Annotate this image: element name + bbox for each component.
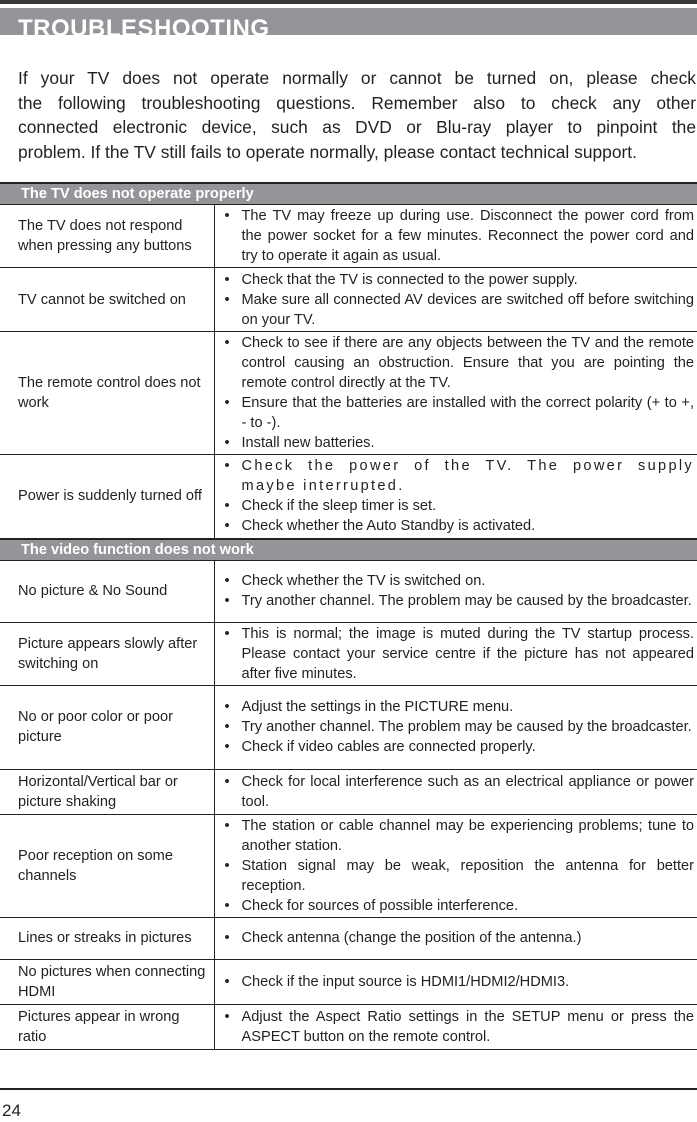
solution-cell bbox=[214, 769, 697, 814]
solution-cell bbox=[214, 814, 697, 917]
table-row bbox=[0, 560, 697, 622]
problem-cell: Lines or streaks in pictures bbox=[0, 917, 214, 959]
table-row bbox=[0, 205, 697, 268]
solution-cell bbox=[214, 455, 697, 539]
page-number: 24 bbox=[2, 1101, 21, 1120]
table-row bbox=[0, 917, 697, 959]
solution-item: • Check if video cables are connected properly. bbox=[215, 737, 695, 757]
problem-cell: Horizontal/Vertical bar or picture shaking bbox=[0, 769, 214, 814]
problem-cell: TV cannot be switched on bbox=[0, 268, 214, 332]
table-row bbox=[0, 622, 697, 685]
title-band bbox=[0, 8, 697, 35]
page-title: TROUBLESHOOTING bbox=[18, 15, 270, 35]
solution-item: • Adjust the Aspect Ratio settings in the SETUP menu or press the ASPECT button on the remote control. bbox=[215, 1007, 695, 1047]
solution-item: • Try another channel. The problem may be caused by the broadcaster. bbox=[215, 591, 695, 611]
problem-cell: No pictures when connecting HDMI bbox=[0, 959, 214, 1004]
section-header-row bbox=[0, 183, 697, 205]
table-row bbox=[0, 769, 697, 814]
solution-item: • The station or cable channel may be experiencing problems; tune to another station. bbox=[215, 816, 695, 856]
table-row bbox=[0, 814, 697, 917]
solution-cell bbox=[214, 959, 697, 1004]
intro-paragraph bbox=[18, 66, 696, 164]
solution-cell bbox=[214, 332, 697, 455]
problem-cell: No picture & No Sound bbox=[0, 560, 214, 622]
solution-cell bbox=[214, 560, 697, 622]
intro-line: If your TV does not operate normally or cannot be turned on, please check bbox=[18, 68, 696, 88]
solution-item: • This is normal; the image is muted during the TV startup process. Please contact your service centre if the picture has not appeared after five minutes. bbox=[215, 624, 695, 684]
problem-cell: Pictures appear in wrong ratio bbox=[0, 1004, 214, 1049]
problem-cell: No or poor color or poor picture bbox=[0, 685, 214, 769]
table-row bbox=[0, 959, 697, 1004]
section-header-row bbox=[0, 539, 697, 561]
solution-item: • Make sure all connected AV devices are switched off before switching on your TV. bbox=[215, 290, 695, 330]
solution-item: • Install new batteries. bbox=[215, 433, 695, 453]
solution-item: • Station signal may be weak, reposition the antenna for better reception. bbox=[215, 856, 695, 896]
solution-item: • Check if the sleep timer is set. bbox=[215, 496, 695, 516]
problem-cell: Power is suddenly turned off bbox=[0, 455, 214, 539]
solution-item: • Try another channel. The problem may be caused by the broadcaster. bbox=[215, 717, 695, 737]
intro-line: the following troubleshooting questions. Remember also to check any other bbox=[18, 92, 696, 113]
problem-cell: Picture appears slowly after switching on bbox=[0, 622, 214, 685]
problem-cell: The TV does not respond when pressing any buttons bbox=[0, 205, 214, 268]
solution-item: • Check for local interference such as an electrical appliance or power tool. bbox=[215, 772, 695, 812]
solution-item: • Check whether the TV is switched on. bbox=[215, 571, 695, 591]
table-row bbox=[0, 455, 697, 539]
table-row bbox=[0, 332, 697, 455]
solution-cell bbox=[214, 917, 697, 959]
problem-cell: Poor reception on some channels bbox=[0, 814, 214, 917]
solution-cell bbox=[214, 622, 697, 685]
solution-item: • Check to see if there are any objects between the TV and the remote control causing an obstruction. Ensure that you are pointing the remote control directly at the TV. bbox=[215, 333, 695, 393]
solution-cell bbox=[214, 1004, 697, 1049]
solution-item: • Check antenna (change the position of the antenna.) bbox=[215, 928, 695, 948]
table-row bbox=[0, 268, 697, 332]
section-heading: The TV does not operate properly bbox=[0, 183, 697, 205]
solution-item: • The TV may freeze up during use. Disconnect the power cord from the power socket for a few minutes. Reconnect the power cord and try to operate it again as usual. bbox=[215, 206, 695, 266]
intro-line: problem. If the TV still fails to operate normally, please contact technical support. bbox=[18, 141, 637, 162]
troubleshooting-table bbox=[0, 182, 697, 1050]
top-rule bbox=[0, 0, 697, 4]
solution-cell bbox=[214, 268, 697, 332]
table-row bbox=[0, 685, 697, 769]
solution-item: • Check that the TV is connected to the power supply. bbox=[215, 270, 695, 290]
solution-cell bbox=[214, 205, 697, 268]
solution-item: • Check if the input source is HDMI1/HDMI2/HDMI3. bbox=[215, 972, 695, 992]
solution-item: • Ensure that the batteries are installed with the correct polarity (+ to +, - to -). bbox=[215, 393, 695, 433]
intro-line: connected electronic device, such as DVD or Blu-ray player to pinpoint the bbox=[18, 117, 696, 138]
solution-cell bbox=[214, 685, 697, 769]
solution-item: • Check the power of the TV. The power supply maybe interrupted. bbox=[215, 456, 695, 496]
problem-cell: The remote control does not work bbox=[0, 332, 214, 455]
table-row bbox=[0, 1004, 697, 1049]
footer-rule bbox=[0, 1088, 697, 1090]
section-heading: The video function does not work bbox=[0, 539, 697, 561]
solution-item: • Check whether the Auto Standby is activated. bbox=[215, 516, 695, 536]
solution-item: • Adjust the settings in the PICTURE menu. bbox=[215, 697, 695, 717]
solution-item: • Check for sources of possible interference. bbox=[215, 896, 695, 916]
